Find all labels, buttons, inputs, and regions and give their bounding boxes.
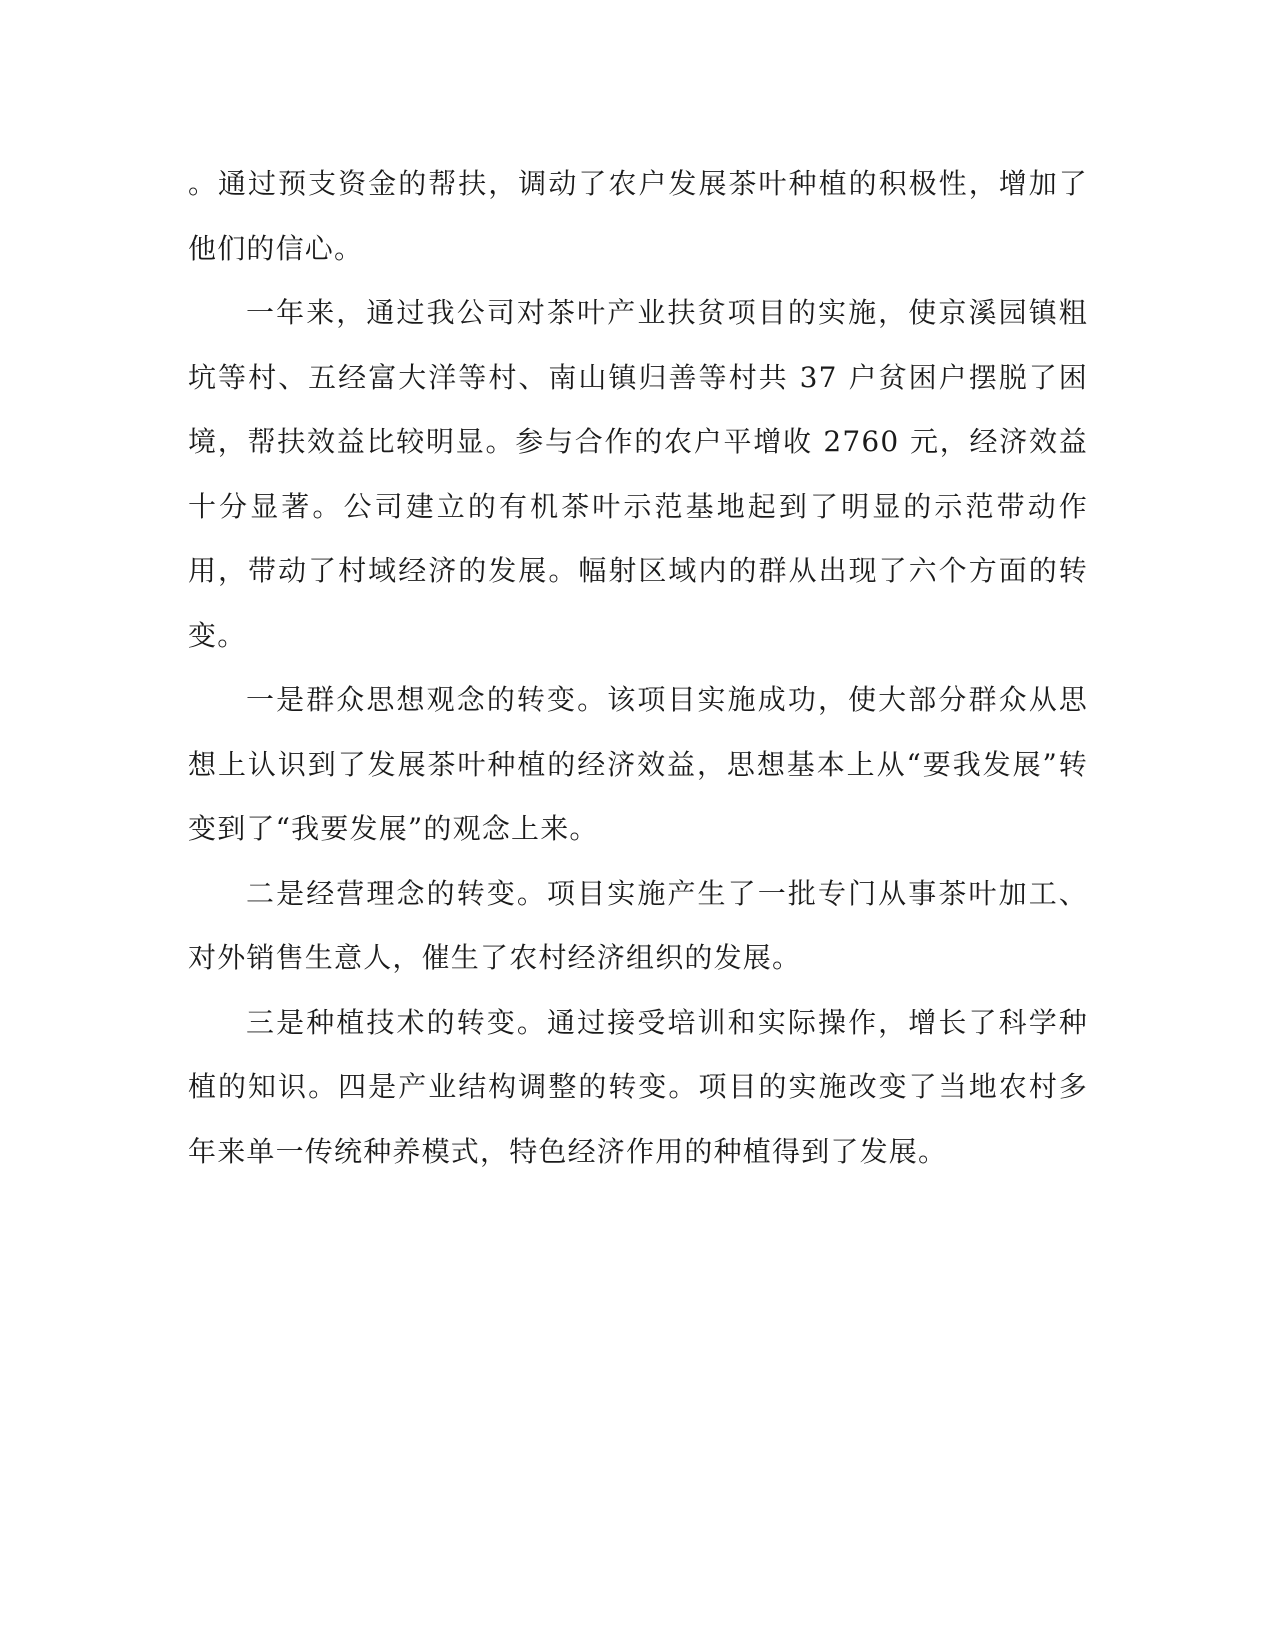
paragraph-5: 三是种植技术的转变。通过接受培训和实际操作，增长了科学种植的知识。四是产业结构调整的转变。项目的实施改变了当地农村多年来单一传统种养模式，特色经济作用的种植得到了发展。 xyxy=(188,1005,1088,1168)
paragraph-3: 一是群众思想观念的转变。该项目实施成功，使大部分群众从思想上认识到了发展茶叶种植的经济效益，思想基本上从“要我发展”转变到了“我要发展”的观念上来。 xyxy=(188,683,1088,845)
paragraph-4: 二是经营理念的转变。项目实施产生了一批专门从事茶叶加工、对外销售生意人，催生了农村经济组织的发展。 xyxy=(188,876,1088,974)
paragraph-2: 一年来，通过我公司对茶叶产业扶贫项目的实施，使京溪园镇粗坑等村、五经富大洋等村、南山镇归善等村共 37 户贫困户摆脱了困境，帮扶效益比较明显。参与合作的农户平增收 2760 元，经济效益十分显著。公司建立的有机茶叶示范基地起到了明显的示范带动作用，带动了村域经济的发展。幅射区域内的群从出现了六个方面的转变。 xyxy=(188,296,1088,652)
document-body xyxy=(188,152,1088,1184)
paragraph-1: 。通过预支资金的帮扶，调动了农户发展茶叶种植的积极性，增加了他们的信心。 xyxy=(188,167,1088,265)
